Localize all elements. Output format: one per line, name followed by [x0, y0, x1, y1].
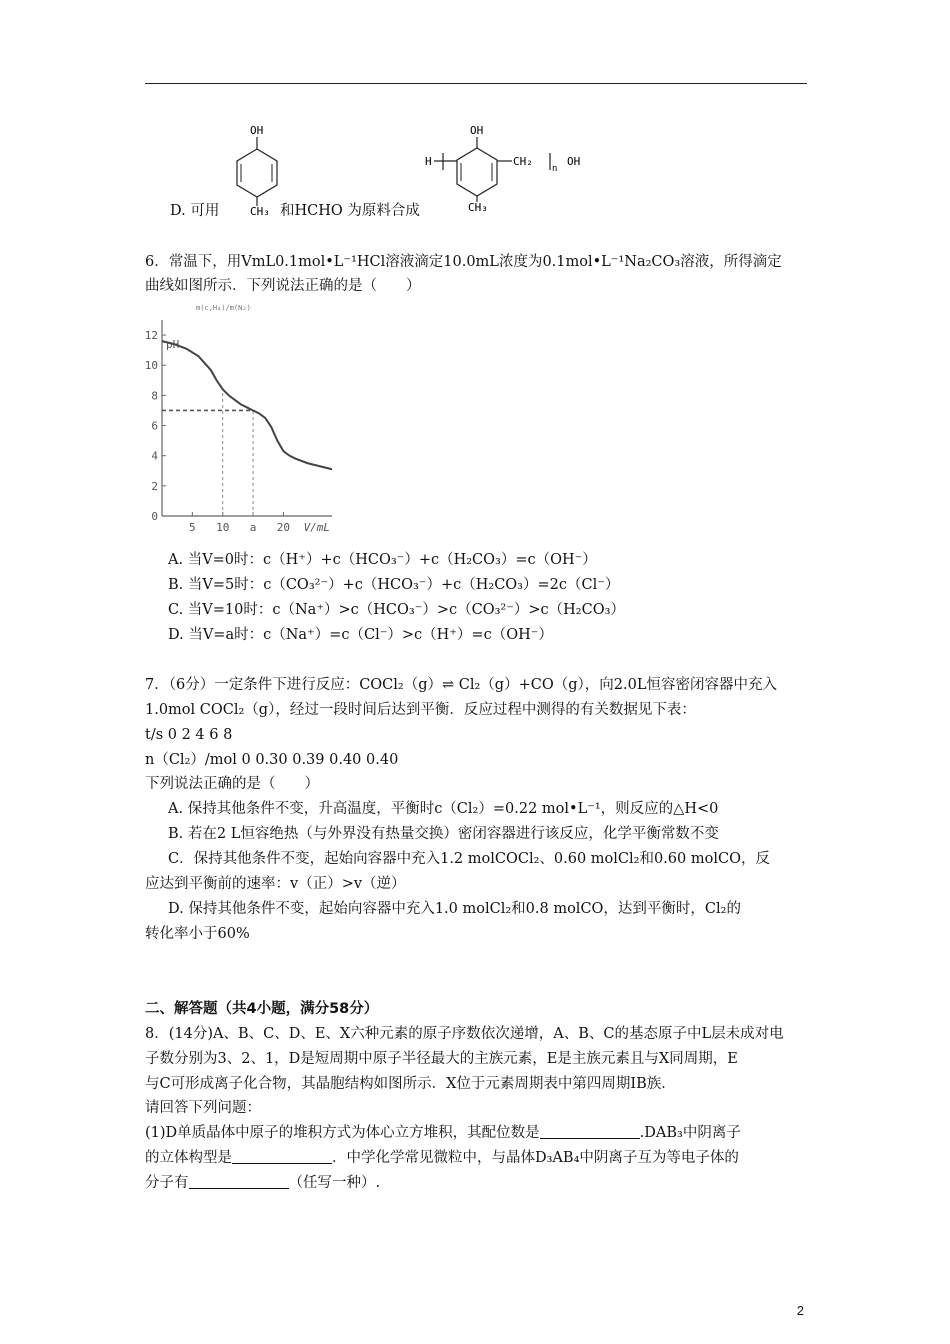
mol2-h: H	[425, 155, 432, 168]
q7-option-b: B. 若在2 L恒容绝热（与外界没有热量交换）密闭容器进行该反应，化学平衡常数不变	[168, 826, 719, 842]
q7-stem-line2: 1.0mol COCl₂（g），经过一段时间后达到平衡．反应过程中测得的有关数据见下表：	[145, 702, 696, 718]
q8-part1-row3	[145, 1173, 380, 1193]
titration-chart	[140, 302, 340, 542]
q7-option-c-line2: 应达到平衡前的速率：v（正）>v（逆）	[145, 876, 406, 892]
q8-part1-row1	[145, 1123, 741, 1143]
q7-table-row2: n（Cl₂）/mol 0 0.30 0.39 0.40 0.40	[145, 752, 399, 768]
x-tick-label: 20	[276, 521, 291, 534]
mol2-ch2: CH₂	[513, 155, 533, 168]
q6-option-c: C. 当V=10时：c（Na⁺）>c（HCO₃⁻）>c（CO₃²⁻）>c（H₂CO₃）	[168, 602, 625, 618]
mol2-oh-end: OH	[567, 155, 581, 168]
q7-stem-line1: 7．（6分）一定条件下进行反应：COCl₂（g）⇌ Cl₂（g）+CO（g），向2.0L恒容密闭容器中充入	[145, 677, 777, 693]
mol2-oh: OH	[470, 124, 484, 137]
chart-header-text: m(c,H₄)/m(N₂)	[196, 304, 251, 312]
q8-p1-text-d: ．中学化学常见微粒中，与晶体D₃AB₄中阴离子互为等电子体的	[332, 1150, 739, 1166]
q7-option-a: A. 保持其他条件不变，升高温度，平衡时c（Cl₂）=0.22 mol•L⁻¹，则反应的△H<0	[168, 801, 719, 817]
q8-line1: 8．(14分)A、B、C、D、E、X六种元素的原子序数依次递增，A、B、C的基态原子中L层未成对电	[145, 1026, 784, 1042]
header-rule	[145, 83, 807, 84]
answer-blank-geometry[interactable]	[232, 1149, 332, 1164]
q7-question: 下列说法正确的是（ ）	[145, 776, 319, 792]
x-tick-label: 10	[216, 521, 230, 534]
section2-heading: 二、解答题（共4小题，满分58分）	[145, 1001, 379, 1017]
q5-option-d-prefix: D. 可用	[170, 203, 220, 219]
mol1-ch3: CH₃	[250, 205, 270, 216]
page-number: 2	[796, 1303, 804, 1318]
phenolic-resin-structure	[425, 124, 580, 214]
y-axis-label: pH	[166, 338, 180, 351]
q8-p1-text-f: （任写一种）.	[288, 1175, 381, 1191]
q6-stem-line2: 曲线如图所示．下列说法正确的是（ ）	[145, 278, 421, 294]
q8-p1-text-b: .DAB₃中阴离子	[639, 1125, 741, 1141]
q7-option-d-line1: D. 保持其他条件不变，起始向容器中充入1.0 molCl₂和0.8 molCO，达到平衡时，Cl₂的	[168, 901, 741, 917]
mol2-ch3: CH₃	[468, 201, 488, 214]
y-tick-label: 12	[144, 329, 158, 343]
q8-p1-text-c: 的立体构型是	[145, 1150, 232, 1166]
q6-option-d: D. 当V=a时：c（Na⁺）=c（Cl⁻）>c（H⁺）=c（OH⁻）	[168, 627, 553, 643]
y-tick-label: 10	[144, 359, 158, 373]
q8-p1-text-a: (1)D单质晶体中原子的堆积方式为体心立方堆积，其配位数是	[145, 1125, 540, 1141]
q7-table-row1: t/s 0 2 4 6 8	[145, 727, 233, 743]
q8-p1-text-e: 分子有	[145, 1175, 189, 1191]
q6-option-b: B. 当V=5时：c（CO₃²⁻）+c（HCO₃⁻）+c（H₂CO₃）=2c（Cl⁻）	[168, 577, 620, 593]
methylphenol-structure	[237, 124, 277, 216]
q7-option-c-line1: C．保持其他条件不变，起始向容器中充入1.2 molCOCl₂、0.60 molCl₂和0.60 molCO，反	[168, 851, 770, 867]
q8-part1-row2	[145, 1148, 739, 1168]
x-tick-label: 5	[189, 521, 196, 534]
q6-option-a: A. 当V=0时：c（H⁺）+c（HCO₃⁻）+c（H₂CO₃）=c（OH⁻）	[168, 552, 597, 568]
y-tick-label: 8	[151, 389, 158, 403]
mol1-oh: OH	[250, 124, 264, 137]
y-tick-label: 0	[151, 510, 158, 523]
series-line-titration	[162, 341, 332, 469]
q8-line4: 请回答下列问题：	[145, 1100, 261, 1116]
x-tick-label: a	[249, 521, 257, 534]
x-axis-label: V/mL	[303, 521, 331, 534]
answer-blank-isoelectronic[interactable]	[189, 1174, 289, 1189]
mol2-n: n	[552, 164, 558, 174]
q6-stem-line1: 6．常温下，用VmL0.1mol•L⁻¹HCl溶液滴定10.0mL浓度为0.1mol•L⁻¹Na₂CO₃溶液，所得滴定	[145, 254, 782, 270]
y-tick-label: 4	[151, 449, 158, 463]
q5-option-d-suffix: 和HCHO 为原料合成	[280, 203, 420, 219]
q8-line3: 与C可形成离子化合物，其晶胞结构如图所示．X位于元素周期表中第四周期ⅠB族．	[145, 1076, 676, 1092]
answer-blank-coordination[interactable]	[540, 1124, 640, 1139]
y-tick-label: 6	[151, 419, 158, 433]
q7-option-d-line2: 转化率小于60%	[145, 926, 250, 942]
y-tick-label: 2	[151, 479, 158, 493]
q8-line2: 子数分别为3、2、1，D是短周期中原子半径最大的主族元素，E是主族元素且与X同周期，E	[145, 1051, 738, 1067]
